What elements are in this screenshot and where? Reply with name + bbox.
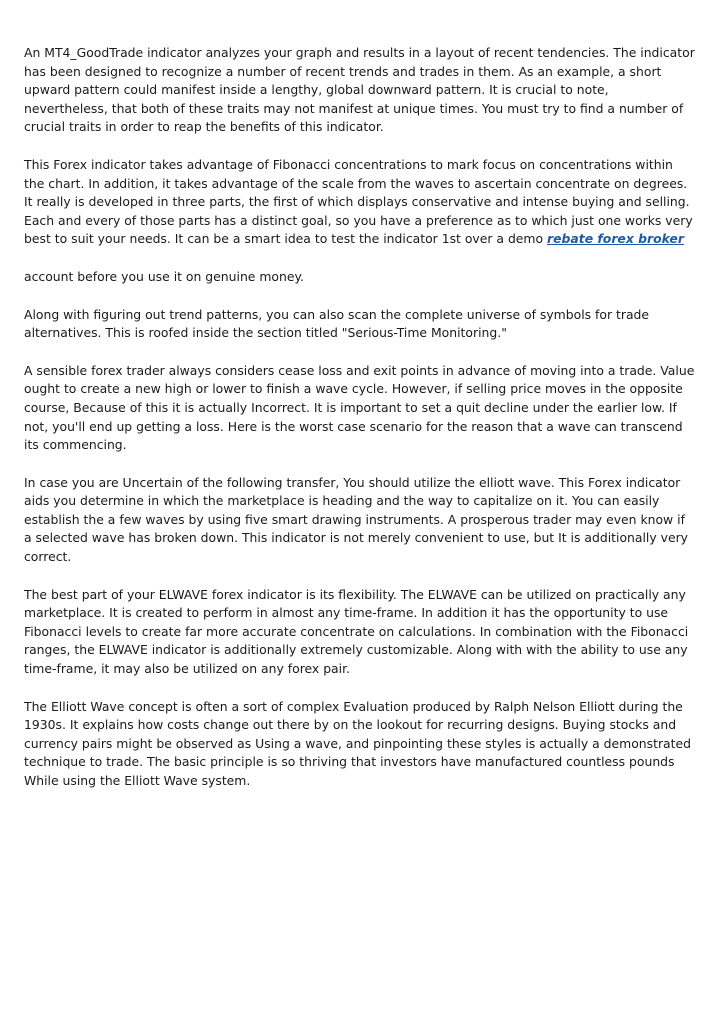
paragraph-fibonacci — [24, 156, 696, 249]
article-body — [24, 44, 696, 810]
paragraph-elliott-wave-use: In case you are Uncertain of the following transfer, You should utilize the elliott wave. This Forex indicator aids you determine in which the marketplace is heading and the way to capitalize on it. You can easily establish the a few waves by using five smart drawing instruments. A prosperous trader may even know if a selected wave has broken down. This indicator is not merely convenient to use, but It is additionally very correct. — [24, 474, 689, 565]
paragraph-stop-loss: A sensible forex trader always considers cease loss and exit points in advance of moving into a trade. Value ought to create a new high or lower to finish a wave cycle. However, if selling price moves in the opposite course, Because of this it is actually Incorrect. It is important to set a quit decline under the earlier low. If not, you'll end up getting a loss. Here is the worst case scenario for the reason that a wave can transcend its commencing. — [24, 362, 695, 453]
paragraph-trend-patterns: Along with figuring out trend patterns, you can also scan the complete universe of symbols for trade alternatives. This is roofed inside the section titled "Serious-Time Monitoring." — [24, 306, 650, 341]
rebate-forex-broker-link[interactable]: rebate forex broker — [547, 231, 684, 247]
paragraph-account: account before you use it on genuine money. — [24, 268, 304, 284]
paragraph-elliott-concept: The Elliott Wave concept is often a sort of complex Evaluation produced by Ralph Nelson Elliott during the 1930s. It explains how costs change out there by on the lookout for recurring designs. Buying stocks and currency pairs might be observed as Using a wave, and pinpointing these styles is actually a demonstrated technique to trade. The basic principle is so thriving that investors have manufactured countless pounds While using the Elliott Wave system. — [24, 698, 691, 788]
paragraph-elwave: The best part of your ELWAVE forex indicator is its flexibility. The ELWAVE can be utilized on practically any marketplace. It is created to perform in almost any time-frame. In addition it has the opportunity to use Fibonacci levels to create far more accurate concentrate on calculations. In combination with the Fibonacci ranges, the ELWAVE indicator is additionally extremely customizable. Along with with the ability to use any time-frame, it may also be utilized on any forex pair. — [24, 586, 689, 677]
paragraph-intro: An MT4_GoodTrade indicator analyzes your graph and results in a layout of recent tendencies. The indicator has been designed to recognize a number of recent trends and trades in them. As an example, a short upward pattern could manifest inside a lengthy, global downward pattern. It is crucial to note, nevertheless, that both of these traits may not manifest at unique times. You must try to find a number of crucial traits in order to reap the benefits of this indicator. — [24, 45, 695, 135]
paragraph-fibonacci-text: This Forex indicator takes advantage of Fibonacci concentrations to mark focus on concentrations within the chart. In addition, it takes advantage of the scale from the waves to ascertain concentrate on degrees. It really is developed in three parts, the first of which displays conservative and intense buying and selling. Each and every of those parts has a distinct goal, so you have a preference as to which just one works very best to suit your needs. It can be a smart idea to test the indicator 1st over a demo — [24, 156, 693, 247]
